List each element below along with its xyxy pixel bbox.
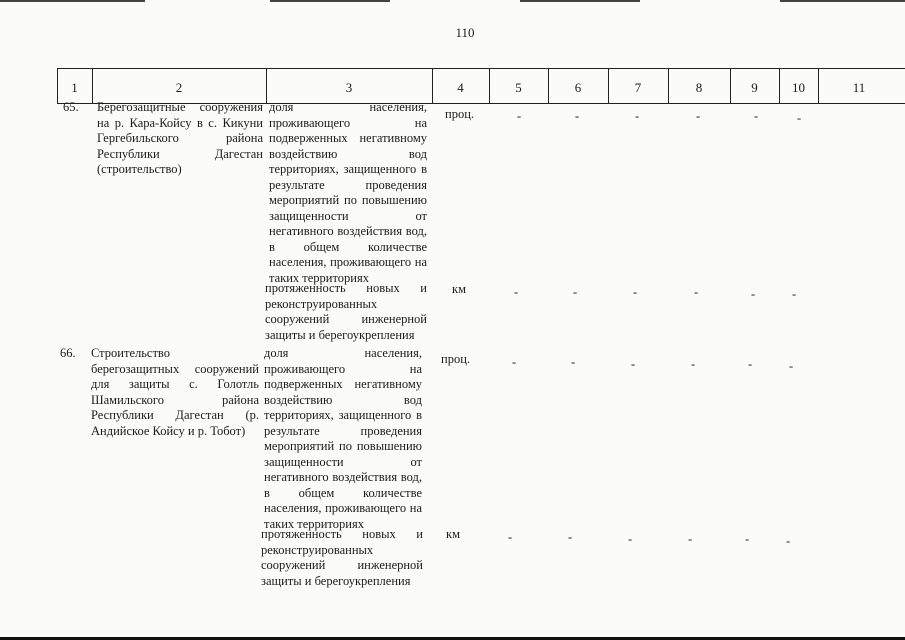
value-cell: - <box>696 109 701 123</box>
indicator-unit: км <box>452 282 466 296</box>
value-cell: - <box>694 285 699 299</box>
header-col-1: 1 <box>71 80 78 95</box>
value-cell: - <box>575 109 580 123</box>
header-col-3: 3 <box>345 80 353 95</box>
indicator-text: протяженность новых и реконструированных сооружений инженерной защиты и берегоукрепления <box>265 281 427 342</box>
row-number: 66. <box>60 346 76 360</box>
header-col-9: 9 <box>751 80 758 95</box>
value-cell: - <box>797 111 802 125</box>
value-cell: - <box>635 109 640 123</box>
value-cell: - <box>628 532 633 546</box>
value-cell: - <box>789 359 794 373</box>
header-col-10: 10 <box>792 80 805 95</box>
indicator-text: доля населения, проживающего на подверженных негативному воздействию вод территориях, защищенного в результате проведения мероприятий по повышению защищенности от негативного воздействия вод, в общем количестве населения, проживающего на таких территориях <box>269 100 427 285</box>
value-cell: - <box>754 109 759 123</box>
indicator-unit: проц. <box>445 107 475 121</box>
indicator-text: протяженность новых и реконструированных сооружений инженерной защиты и берегоукрепления <box>261 527 423 588</box>
object-name: Строительство берегозащитных сооружений для защиты с. Голотль Шамильского района Республики Дагестан (р. Андийское Койсу и р. Тобот) <box>91 346 259 438</box>
header-col-6: 6 <box>574 80 582 95</box>
value-cell: - <box>514 285 519 299</box>
value-cell: - <box>573 285 578 299</box>
value-cell: - <box>631 357 636 371</box>
header-col-11: 11 <box>852 80 866 95</box>
value-cell: - <box>745 532 750 546</box>
top-edge-mark <box>780 0 905 2</box>
value-cell: - <box>571 355 576 369</box>
value-cell: - <box>568 530 573 544</box>
indicator-text: доля населения, проживающего на подверженных негативному воздействию вод территориях, защищенного в результате проведения мероприятий по повышению защищенности от негативного воздействия вод, в общем количестве населения, проживающего на таких территориях <box>264 346 422 531</box>
value-cell: - <box>748 357 753 371</box>
page-number: 110 <box>455 25 475 40</box>
indicator-unit: проц. <box>441 352 471 366</box>
header-col-2: 2 <box>175 80 183 95</box>
value-cell: - <box>517 109 522 123</box>
value-cell: - <box>512 355 517 369</box>
top-edge-mark <box>520 0 640 2</box>
indicator-unit: км <box>446 527 460 541</box>
header-col-5: 5 <box>515 80 522 95</box>
value-cell: - <box>751 287 756 301</box>
value-cell: - <box>688 532 693 546</box>
top-edge-mark <box>270 0 390 2</box>
value-cell: - <box>633 285 638 299</box>
header-col-7: 7 <box>634 80 642 95</box>
header-col-8: 8 <box>695 80 703 95</box>
top-edge-mark <box>0 0 145 2</box>
value-cell: - <box>786 534 791 548</box>
header-col-4: 4 <box>457 80 464 95</box>
row-number: 65. <box>63 100 79 114</box>
value-cell: - <box>508 530 513 544</box>
value-cell: - <box>691 357 696 371</box>
object-name: Берегозащитные сооружения на р. Кара-Койсу в с. Кикуни Гергебильского района Республики Дагестан (строительство) <box>97 100 263 176</box>
value-cell: - <box>792 287 797 301</box>
